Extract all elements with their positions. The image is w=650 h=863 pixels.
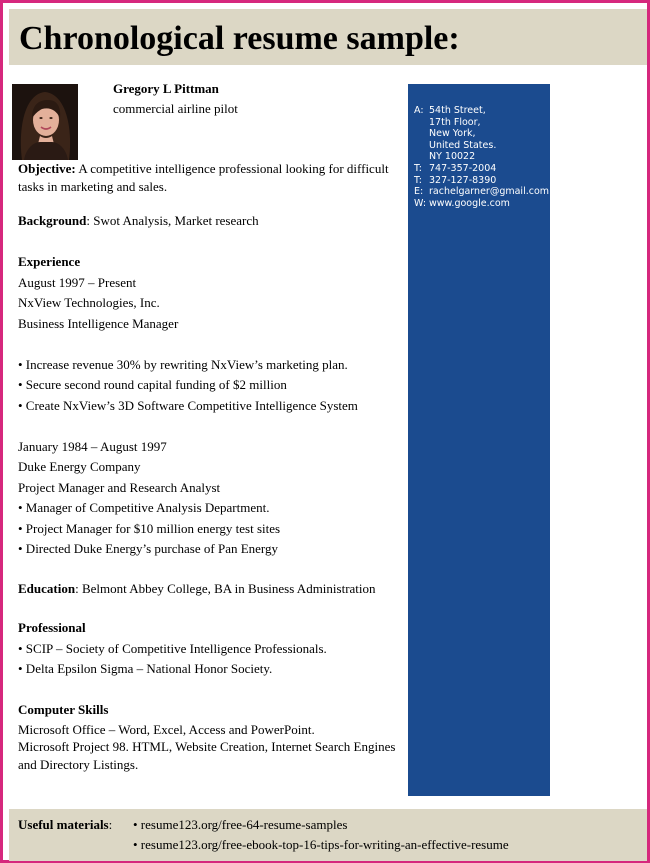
phone-number: 327-127-8390 — [429, 174, 497, 186]
useful-link[interactable]: • resume123.org/free-64-resume-samples — [133, 817, 348, 832]
job-2-role: Project Manager and Research Analyst — [18, 479, 221, 495]
objective-text: A competitive intelligence professional looking for difficult tasks in marketing and sales. — [18, 161, 389, 194]
job-2-bullet: • Directed Duke Energy’s purchase of Pan Energy — [18, 541, 279, 556]
skills-heading: Computer Skills — [18, 702, 109, 717]
job-1-role: Business Intelligence Manager — [18, 315, 179, 331]
header-band — [9, 9, 647, 65]
objective-section — [18, 160, 398, 195]
education-label: Education — [18, 581, 76, 596]
useful-materials-colon: : — [108, 817, 113, 832]
useful-links — [133, 815, 509, 855]
job-1-dates: August 1997 – Present — [18, 274, 137, 290]
phone-label: T: — [414, 174, 422, 186]
job-2-bullet: • Manager of Competitive Analysis Department. — [18, 500, 270, 515]
address-label: A: — [414, 105, 424, 116]
resume-body — [18, 160, 398, 773]
profile-name: Gregory L Pittman — [113, 81, 219, 96]
useful-materials — [18, 815, 112, 835]
useful-materials-label: Useful materials — [18, 817, 109, 832]
useful-link[interactable]: • resume123.org/free-ebook-top-16-tips-for-writing-an-effective-resume — [133, 837, 509, 852]
background-text: : Swot Analysis, Market research — [86, 213, 259, 228]
email-label: E: — [414, 186, 424, 198]
education-section — [18, 580, 398, 598]
contact-sidebar — [408, 84, 550, 796]
professional-item: • SCIP – Society of Competitive Intelligence Professionals. — [18, 640, 327, 656]
job-1-company: NxView Technologies, Inc. — [18, 295, 160, 310]
address-line: 17th Floor, — [429, 116, 481, 128]
address-line: NY 10022 — [429, 151, 476, 163]
address-line: United States. — [429, 139, 497, 151]
profile-photo-image — [12, 84, 78, 160]
phone-label: T: — [414, 162, 422, 174]
phone-number: 747-357-2004 — [429, 162, 497, 174]
professional-heading: Professional — [18, 620, 86, 635]
footer-band — [9, 809, 647, 861]
page-title: Chronological resume sample: — [19, 20, 460, 57]
objective-label: Objective: — [18, 161, 76, 176]
experience-heading: Experience — [18, 254, 81, 269]
job-2-company: Duke Energy Company — [18, 459, 141, 474]
education-text: : Belmont Abbey College, BA in Business Administration — [75, 581, 376, 596]
email-link[interactable]: rachelgarner@gmail.com — [429, 186, 550, 198]
profile-photo — [12, 84, 78, 160]
website-link[interactable]: www.google.com — [429, 197, 510, 209]
background-section — [18, 211, 398, 232]
background-label: Background — [18, 213, 87, 228]
address-line: New York, — [429, 128, 476, 140]
contact-block — [414, 105, 549, 209]
web-label: W: — [414, 197, 427, 209]
job-1-bullet: • Create NxView’s 3D Software Competitive Intelligence System — [18, 397, 358, 413]
address-line: 54th Street, — [429, 105, 486, 116]
job-2-dates: January 1984 – August 1997 — [18, 438, 167, 454]
professional-item: • Delta Epsilon Sigma – National Honor Society. — [18, 661, 273, 676]
job-2-bullet: • Project Manager for $10 million energy test sites — [18, 520, 281, 536]
skills-line: Microsoft Project 98. HTML, Website Creation, Internet Search Engines and Directory Listings. — [18, 739, 396, 772]
job-1-bullet: • Increase revenue 30% by rewriting NxView’s marketing plan. — [18, 356, 348, 372]
skills-line: Microsoft Office – Word, Excel, Access and PowerPoint. — [18, 721, 315, 737]
profile-title: commercial airline pilot — [113, 101, 238, 116]
job-1-bullet: • Secure second round capital funding of $2 million — [18, 377, 287, 392]
